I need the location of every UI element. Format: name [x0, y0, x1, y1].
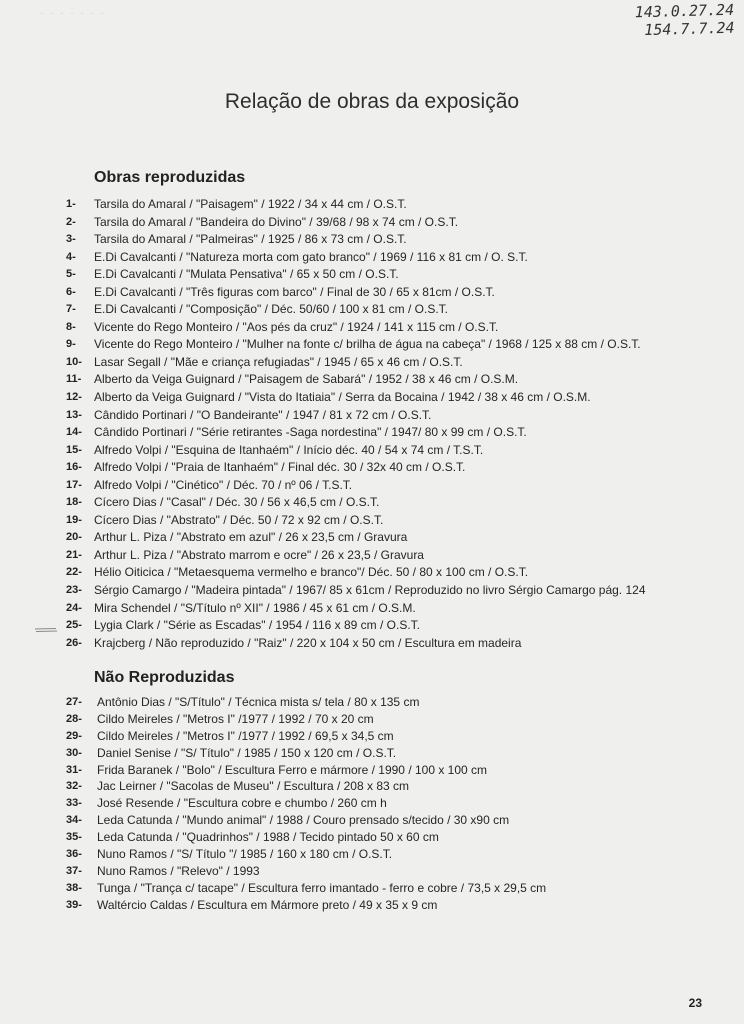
item-text: Tarsila do Amaral / "Paisagem" / 1922 / 34 x 44 cm / O.S.T.: [94, 197, 407, 211]
item-text: Waltércio Caldas / Escultura em Mármore preto / 49 x 35 x 9 cm: [97, 897, 438, 912]
item-text: Alfredo Volpi / "Cinético" / Déc. 70 / nº 06 / T.S.T.: [94, 477, 353, 492]
item-number: 14-: [66, 426, 82, 439]
item-number: 24-: [66, 601, 82, 614]
item-text: Tarsila do Amaral / "Palmeiras" / 1925 / 86 x 73 cm / O.S.T.: [94, 232, 407, 247]
item-text: E.Di Cavalcanti / "Composição" / Déc. 50/60 / 100 x 81 cm / O.S.T.: [94, 302, 448, 317]
item-text: Lasar Segall / "Mãe e criança refugiadas" / 1945 / 65 x 46 cm / O.S.T.: [94, 354, 463, 369]
item-number: 16-: [66, 461, 82, 474]
handwritten-line-2: 154.7.7.24: [643, 18, 735, 40]
item-number: 37-: [66, 864, 82, 877]
item-number: 5-: [66, 268, 76, 281]
item-number: 22-: [66, 566, 82, 579]
item-text: Daniel Senise / "S/ Título" / 1985 / 150 x 120 cm / O.S.T.: [97, 745, 397, 760]
item-text: Cícero Dias / "Abstrato" / Déc. 50 / 72 x 92 cm / O.S.T.: [94, 512, 384, 527]
item-text: Lygia Clark / "Série as Escadas" / 1954 / 116 x 89 cm / O.S.T.: [94, 618, 420, 633]
item-number: 34-: [66, 814, 82, 827]
item-number: 38-: [66, 881, 82, 894]
item-text: Leda Catunda / "Quadrinhos" / 1988 / Tecido pintado 50 x 60 cm: [97, 830, 439, 845]
section-heading-not-reproduced: Não Reproduzidas: [94, 669, 235, 686]
item-text: Cândido Portinari / "O Bandeirante" / 1947 / 81 x 72 cm / O.S.T.: [94, 407, 432, 422]
handwritten-line-1: 143.0.27.24: [634, 0, 734, 22]
item-number: 2-: [66, 215, 76, 228]
faint-pencil-mark: · · · · · · ·: [40, 8, 106, 19]
item-number: 36-: [66, 848, 82, 861]
item-number: 6-: [66, 285, 76, 298]
item-number: 27-: [66, 696, 82, 708]
item-number: 4-: [66, 250, 76, 263]
item-number: 7-: [66, 303, 76, 316]
item-text: Alberto da Veiga Guignard / "Vista do Itatiaia" / Serra da Bocaina / 1942 / 38 x 46 cm / O.S.M.: [94, 390, 591, 405]
item-text: Tunga / "Trança c/ tacape" / Escultura ferro imantado - ferro e cobre / 73,5 x 29,5 cm: [97, 880, 547, 895]
item-number: 31-: [66, 763, 82, 776]
item-number: 11-: [66, 373, 82, 386]
item-number: 25-: [66, 619, 82, 632]
item-text: Sérgio Camargo / "Madeira pintada" / 1967/ 85 x 61cm / Reproduzido no livro Sérgio Camargo pág. 124: [94, 583, 646, 598]
item-number: 12-: [66, 391, 82, 404]
item-number: 18-: [66, 496, 82, 509]
section-heading-reproduced: Obras reproduzidas: [94, 169, 246, 186]
item-number: 9-: [66, 338, 76, 351]
item-text: Frida Baranek / "Bolo" / Escultura Ferro e mármore / 1990 / 100 x 100 cm: [97, 762, 488, 777]
item-number: 21-: [66, 548, 82, 561]
item-text: Alberto da Veiga Guignard / "Paisagem de Sabará" / 1952 / 38 x 46 cm / O.S.M.: [94, 372, 519, 387]
item-number: 8-: [66, 320, 76, 333]
item-number: 1-: [66, 198, 76, 210]
item-number: 26-: [66, 636, 82, 649]
item-number: 32-: [66, 780, 82, 793]
item-number: 17-: [66, 478, 82, 491]
item-text: Cândido Portinari / "Série retirantes -Saga nordestina" / 1947/ 80 x 99 cm / O.S.T.: [94, 425, 527, 440]
pencil-scribble-icon: [34, 627, 58, 633]
item-number: 15-: [66, 443, 82, 456]
item-text: Arthur L. Piza / "Abstrato em azul" / 26 x 23,5 cm / Gravura: [94, 530, 408, 545]
item-text: Nuno Ramos / "Relevo" / 1993: [97, 863, 260, 878]
item-number: 35-: [66, 831, 82, 844]
item-text: Cildo Meireles / "Metros I" /1977 / 1992 / 69,5 x 34,5 cm: [97, 728, 394, 743]
item-text: Arthur L. Piza / "Abstrato marrom e ocre" / 26 x 23,5 / Gravura: [94, 547, 424, 562]
item-number: 30-: [66, 746, 82, 759]
handwritten-catalog-note: [634, 1, 734, 40]
item-text: Hélio Oiticica / "Metaesquema vermelho e branco"/ Déc. 50 / 80 x 100 cm / O.S.T.: [94, 565, 529, 580]
item-text: Alfredo Volpi / "Esquina de Itanhaém" / Início déc. 40 / 54 x 74 cm / T.S.T.: [94, 442, 484, 457]
item-number: 3-: [66, 233, 76, 246]
item-text: Vicente do Rego Monteiro / "Aos pés da cruz" / 1924 / 141 x 115 cm / O.S.T.: [94, 319, 499, 334]
item-text: Krajcberg / Não reproduzido / "Raiz" / 220 x 104 x 50 cm / Escultura em madeira: [94, 635, 522, 650]
item-number: 10-: [66, 355, 82, 368]
item-number: 13-: [66, 408, 82, 421]
item-number: 33-: [66, 797, 82, 810]
page-number: 23: [688, 996, 702, 1010]
item-text: Tarsila do Amaral / "Bandeira do Divino" / 39/68 / 98 x 74 cm / O.S.T.: [94, 214, 459, 229]
item-text: Antônio Dias / "S/Título" / Técnica mista s/ tela / 80 x 135 cm: [97, 695, 420, 709]
item-text: Nuno Ramos / "S/ Título "/ 1985 / 160 x 180 cm / O.S.T.: [97, 847, 393, 862]
item-text: Leda Catunda / "Mundo animal" / 1988 / Couro prensado s/tecido / 30 x90 cm: [97, 813, 510, 828]
item-text: E.Di Cavalcanti / "Três figuras com barco" / Final de 30 / 65 x 81cm / O.S.T.: [94, 284, 495, 299]
item-text: José Resende / "Escultura cobre e chumbo / 260 cm h: [97, 796, 387, 811]
item-number: 39-: [66, 898, 82, 911]
item-text: Mira Schendel / "S/Título nº XII" / 1986 / 45 x 61 cm / O.S.M.: [94, 600, 416, 615]
item-text: Cildo Meireles / "Metros I" /1977 / 1992 / 70 x 20 cm: [97, 711, 374, 726]
item-text: Alfredo Volpi / "Praia de Itanhaém" / Final déc. 30 / 32x 40 cm / O.S.T.: [94, 460, 466, 475]
page-title: Relação de obras da exposição: [224, 90, 520, 114]
item-text: Vicente do Rego Monteiro / "Mulher na fonte c/ brilha de água na cabeça" / 1968 / 125 x 88 cm / O.S.T.: [94, 337, 641, 352]
item-number: 28-: [66, 712, 82, 725]
item-text: E.Di Cavalcanti / "Mulata Pensativa" / 65 x 50 cm / O.S.T.: [94, 267, 399, 282]
item-number: 23-: [66, 584, 82, 597]
item-number: 19-: [66, 513, 82, 526]
item-number: 29-: [66, 729, 82, 742]
item-number: 20-: [66, 531, 82, 544]
item-text: E.Di Cavalcanti / "Natureza morta com gato branco" / 1969 / 116 x 81 cm / O. S.T.: [94, 249, 528, 264]
item-text: Jac Leirner / "Sacolas de Museu" / Escultura / 208 x 83 cm: [97, 779, 409, 794]
item-text: Cícero Dias / "Casal" / Déc. 30 / 56 x 46,5 cm / O.S.T.: [94, 495, 380, 510]
